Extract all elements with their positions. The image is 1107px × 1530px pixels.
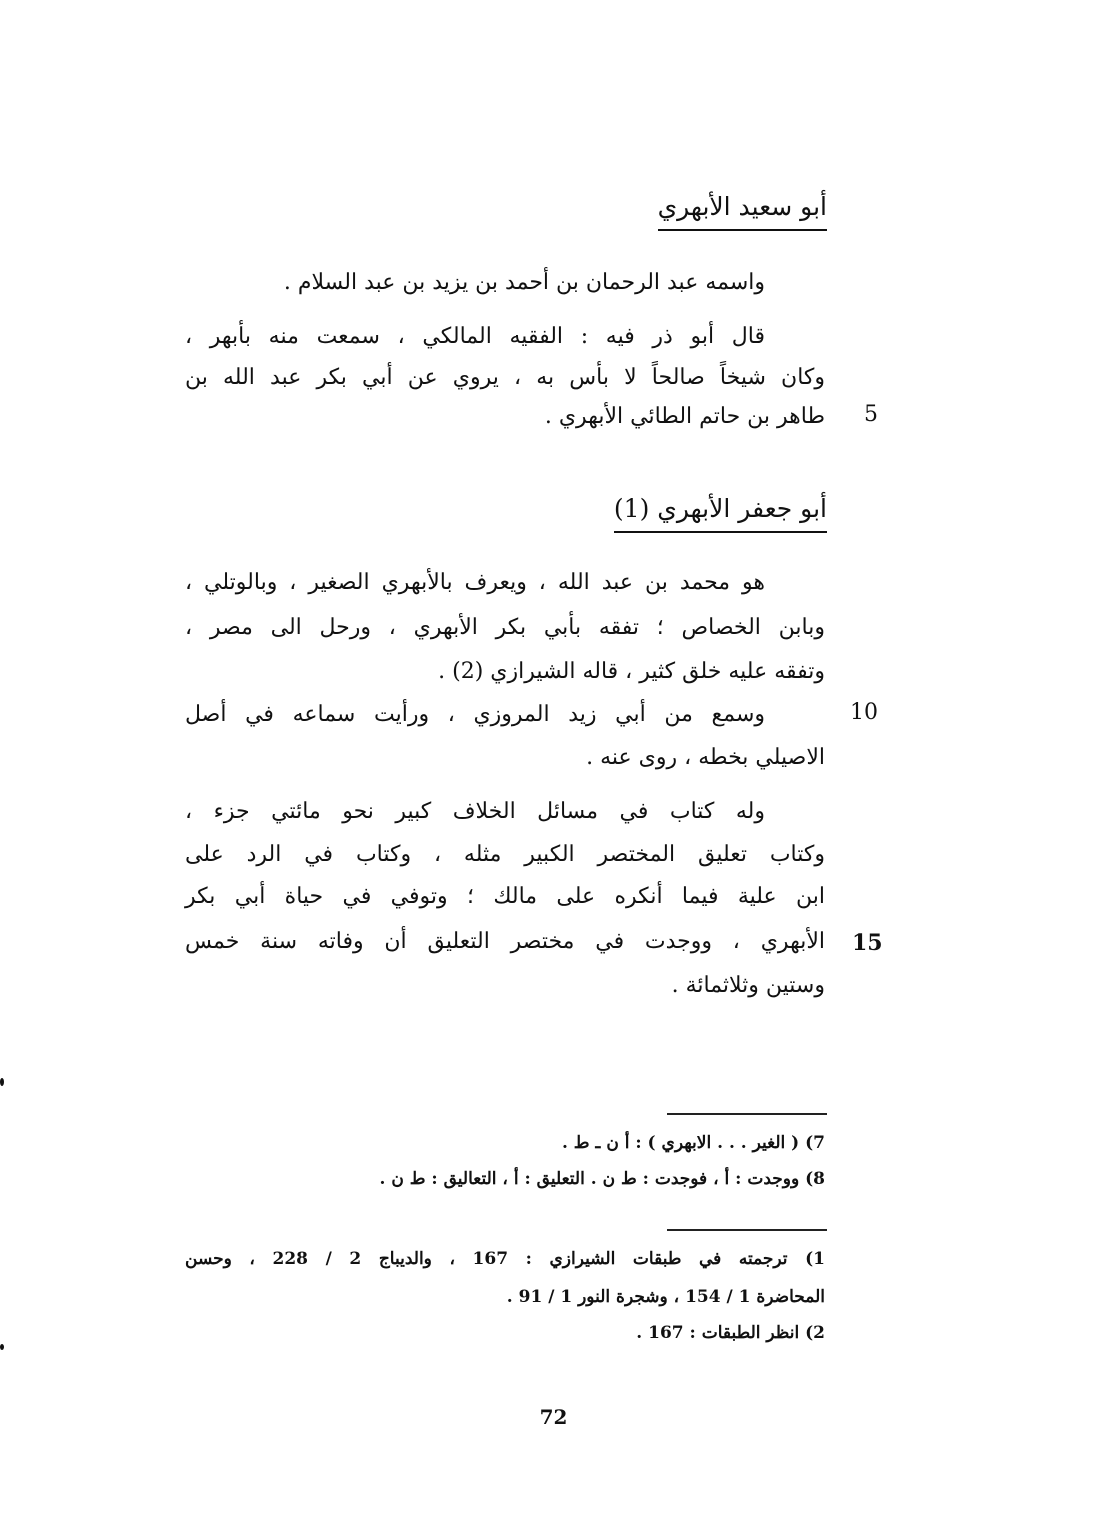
text-line: الاصيلي بخطه ، روى عنه . (586, 745, 825, 770)
section-heading-abu-said: أبو سعيد الأبهري (658, 192, 827, 231)
text-line: وتفقه عليه خلق كثير ، قاله الشيرازي (2) . (438, 659, 825, 684)
text-line: هو محمد بن عبد الله ، ويعرف بالأبهري الصغير ، وبالوتلي ، (185, 570, 765, 595)
line-number: 15 (852, 930, 883, 956)
line-number: 10 (850, 700, 878, 725)
scan-speck (0, 1344, 4, 1350)
footnote: 2) انظر الطبقات : 167 . (636, 1323, 825, 1343)
text-line: وله كتاب في مسائل الخلاف كبير نحو مائتي جزء ، (185, 799, 765, 824)
footnote: المحاضرة 1 / 154 ، وشجرة النور 1 / 91 . (506, 1287, 825, 1307)
text-line: وسمع من أبي زيد المروزي ، ورأيت سماعه في أصل (185, 702, 765, 727)
text-line: وكتاب تعليق المختصر الكبير مثله ، وكتاب في الرد على (185, 842, 825, 867)
text-line: ابن علية فيما أنكره على مالك ؛ وتوفي في حياة أبي بكر (185, 884, 825, 909)
scan-speck (0, 1078, 4, 1086)
page-number: 72 (539, 1405, 568, 1429)
text-line: وستين وثلاثمائة . (671, 973, 825, 998)
text-line: وكان شيخاً صالحاً لا بأس به ، يروي عن أبي بكر عبد الله بن (185, 365, 825, 390)
footnote-rule (667, 1229, 827, 1231)
text-line: قال أبو ذر فيه : الفقيه المالكي ، سمعت منه بأبهر ، (185, 324, 765, 349)
section-heading-abu-jafar: أبو جعفر الأبهري (1) (614, 494, 827, 533)
text-line: طاهر بن حاتم الطائي الأبهري . (544, 404, 825, 429)
text-line: واسمه عبد الرحمان بن أحمد بن يزيد بن عبد السلام . (283, 270, 765, 295)
text-line: وبابن الخصاص ؛ تفقه بأبي بكر الأبهري ، ورحل الى مصر ، (185, 615, 825, 640)
text-line: الأبهري ، ووجدت في مختصر التعليق أن وفاته سنة خمس (185, 929, 825, 954)
variant-note: 7) ( الغير . . . الابهري ) : أ ن ـ ط . (561, 1133, 825, 1153)
footnote-rule (667, 1113, 827, 1115)
footnote: 1) ترجمته في طبقات الشيرازي : 167 ، والديباج 2 / 228 ، وحسن (185, 1249, 825, 1269)
variant-note: 8) ووجدت : أ ، فوجدت : ط ن . التعليق : أ ، التعاليق : ط ن . (379, 1169, 825, 1189)
line-number: 5 (864, 402, 878, 427)
